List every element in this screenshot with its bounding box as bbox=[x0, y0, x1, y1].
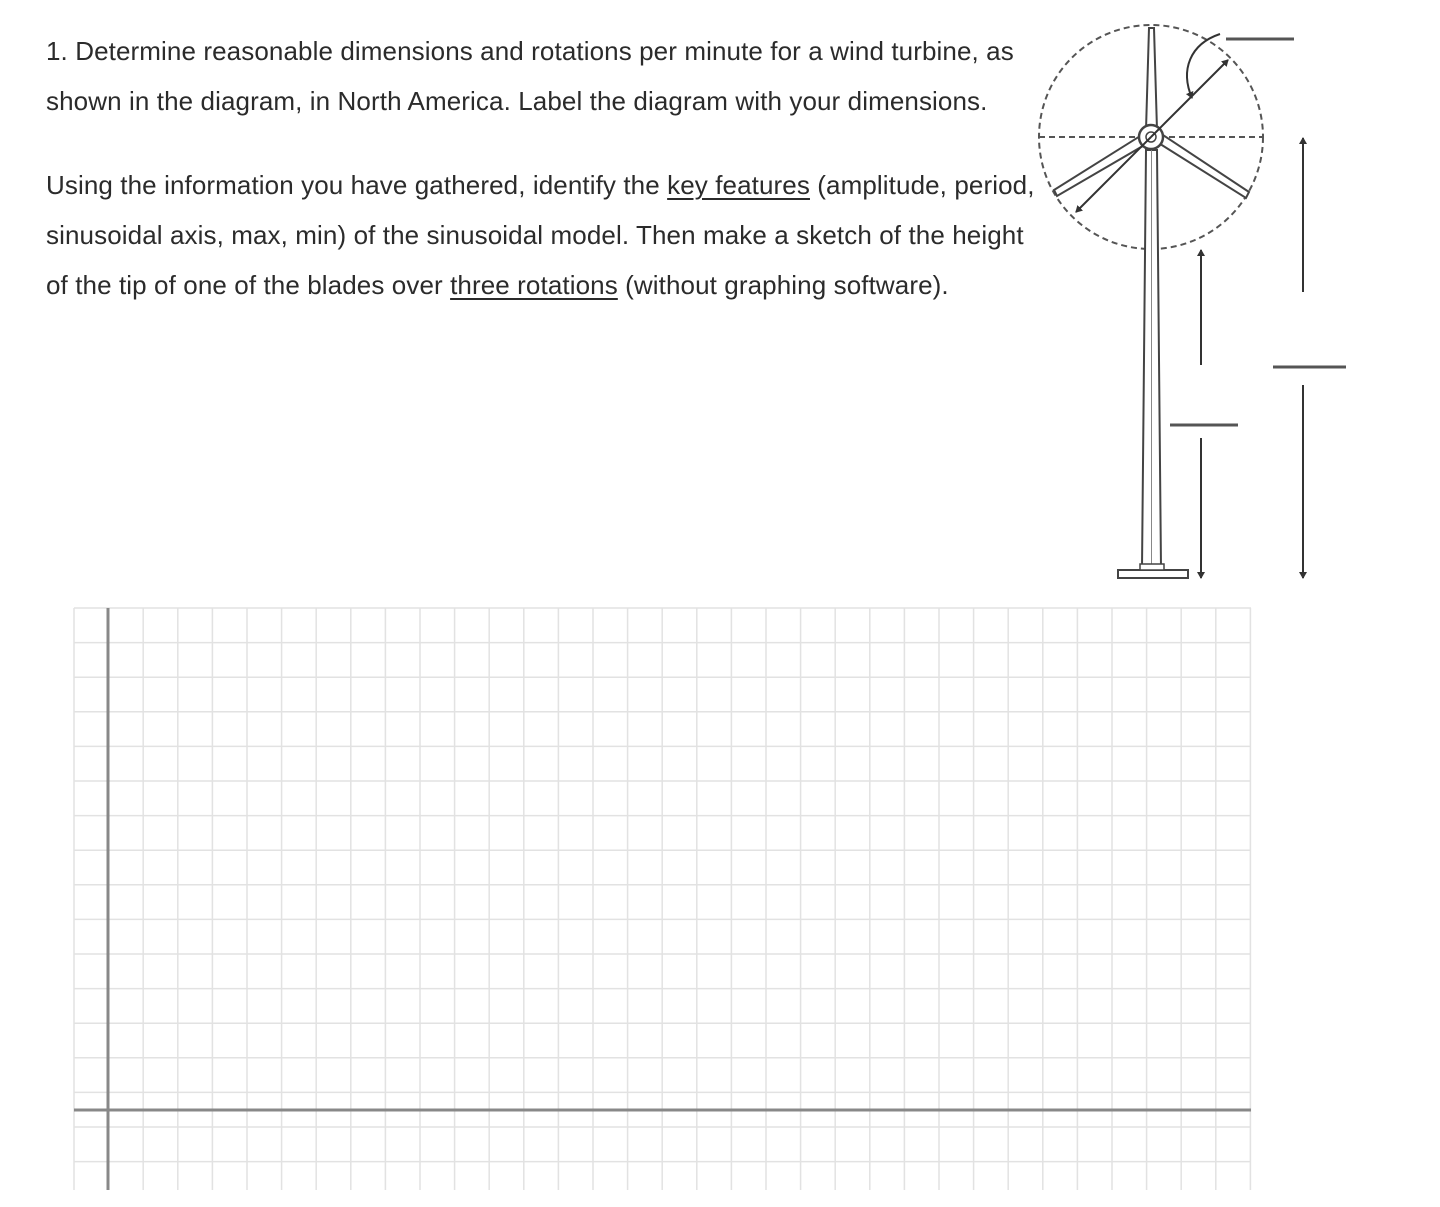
key-features-underlined: key features bbox=[667, 170, 810, 200]
question-paragraph-1: 1. Determine reasonable dimensions and rotations per minute for a wind turbine, as shown in the diagram, in North America. Label the diagram with your dimensions. bbox=[46, 36, 1014, 116]
radius-arrow bbox=[1151, 60, 1228, 137]
question-text bbox=[46, 26, 1046, 310]
tower-base bbox=[1118, 570, 1188, 578]
graph-paper bbox=[70, 602, 1255, 1194]
grid-lines bbox=[74, 608, 1251, 1190]
three-rotations-underlined: three rotations bbox=[450, 270, 618, 300]
paragraph-2-text-b: (amplitude, period, sinusoidal axis, max, min) of the sinusoidal model. Then make a sketch of the height of the tip of one of the blades over bbox=[46, 170, 1035, 300]
wind-turbine-diagram bbox=[1030, 20, 1360, 590]
blade-right bbox=[1157, 133, 1249, 198]
rotation-arrow bbox=[1187, 34, 1220, 98]
tower-plinth bbox=[1140, 564, 1164, 570]
paragraph-2-text-a: Using the information you have gathered, identify the bbox=[46, 170, 668, 200]
blade-top bbox=[1146, 28, 1157, 130]
question-paragraph-2 bbox=[46, 160, 1046, 310]
paragraph-2-text-c: (without graphing software). bbox=[617, 270, 949, 300]
